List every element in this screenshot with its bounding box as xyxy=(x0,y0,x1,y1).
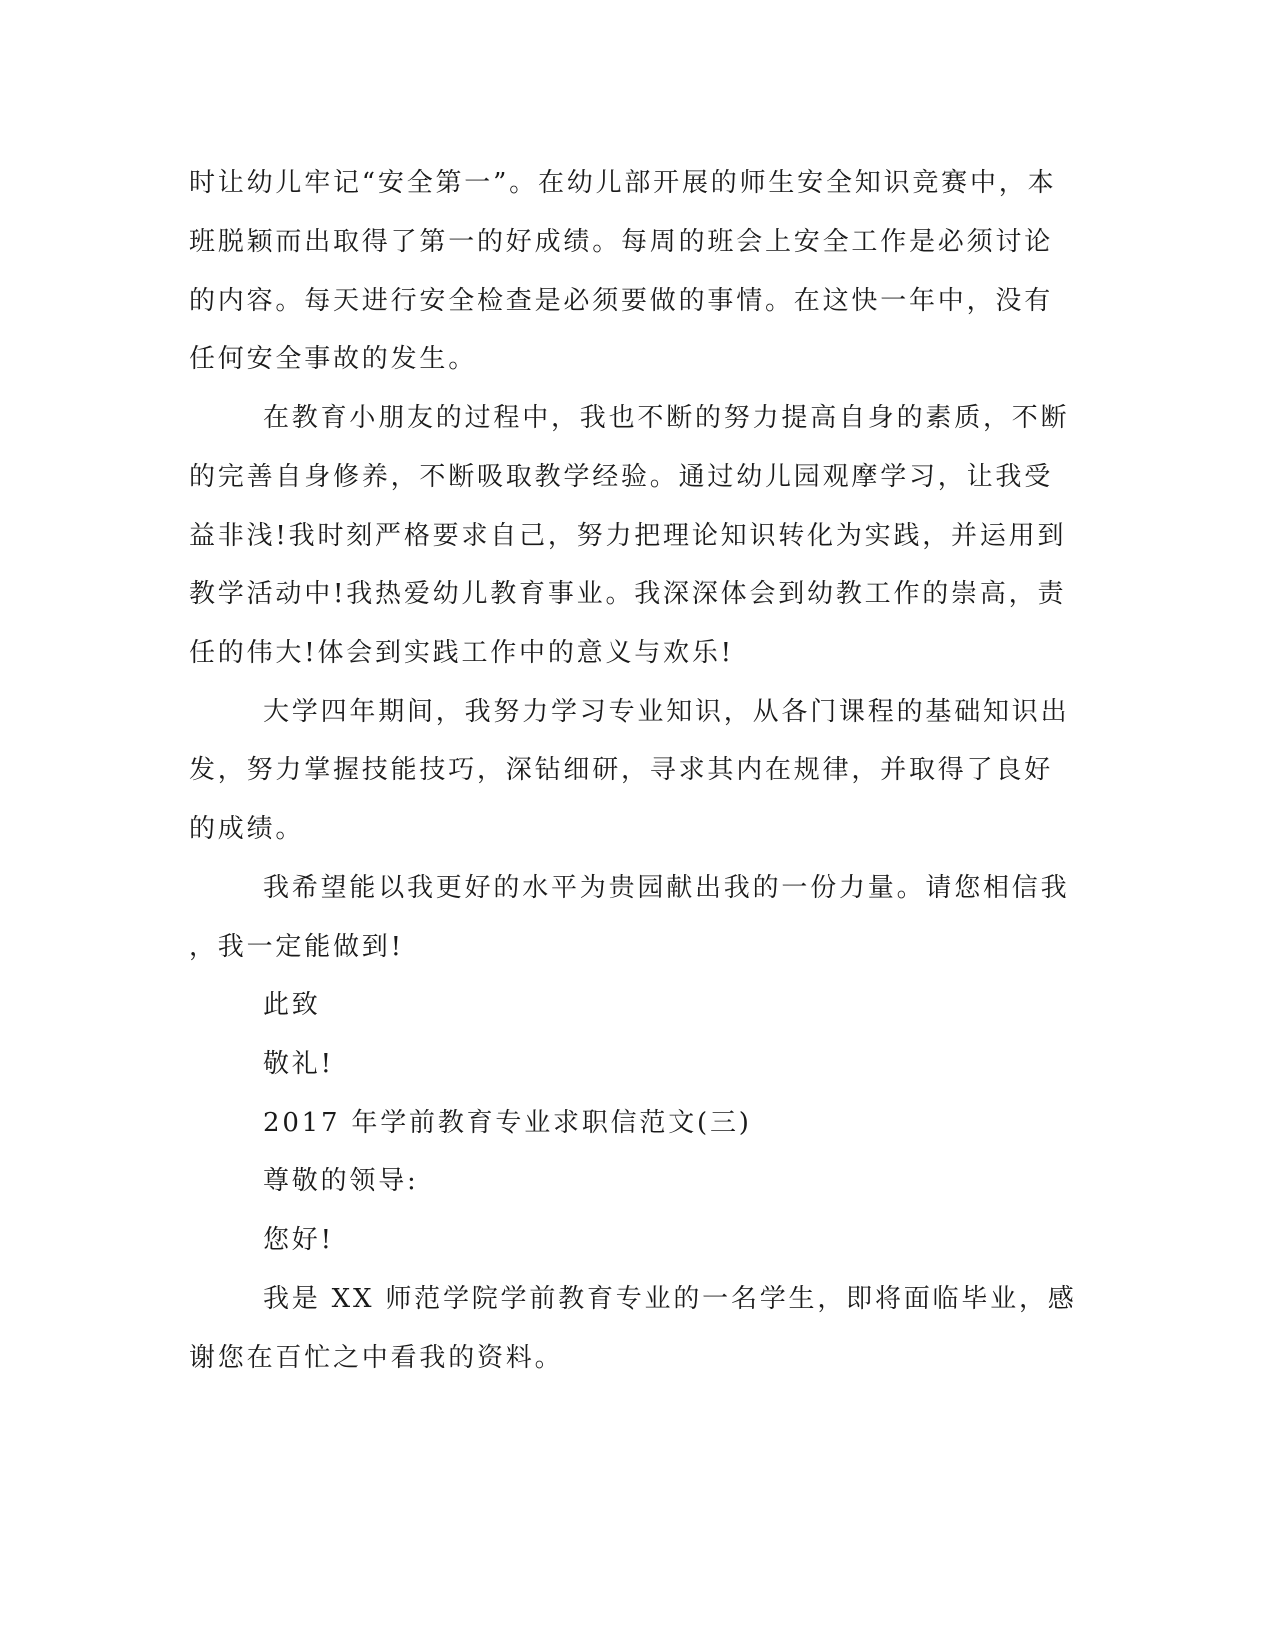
text-line: 时让幼儿牢记“安全第一”。在幼儿部开展的师生安全知识竞赛中，本 xyxy=(189,168,1057,198)
text-line: 任何安全事故的发生。 xyxy=(189,344,478,374)
section-title: 2017 年学前教育专业求职信范文(三) xyxy=(263,1108,752,1138)
greeting: 您好! xyxy=(263,1225,334,1255)
text-line: 班脱颖而出取得了第一的好成绩。每周的班会上安全工作是必须讨论 xyxy=(189,227,1054,257)
text-line: 任的伟大!体会到实践工作中的意义与欢乐! xyxy=(189,638,734,668)
paragraph-start-line: 我希望能以我更好的水平为贵园献出我的一份力量。请您相信我 xyxy=(263,873,1070,903)
text-line: 益非浅!我时刻严格要求自己，努力把理论知识转化为实践，并运用到 xyxy=(189,521,1067,551)
paragraph-start-line: 我是 XX 师范学院学前教育专业的一名学生，即将面临毕业，感 xyxy=(263,1284,1077,1314)
salutation: 尊敬的领导: xyxy=(263,1166,419,1196)
text-line: 教学活动中!我热爱幼儿教育事业。我深深体会到幼教工作的崇高，责 xyxy=(189,579,1067,609)
paragraph-start-line: 大学四年期间，我努力学习专业知识，从各门课程的基础知识出 xyxy=(263,697,1070,727)
text-line: 的成绩。 xyxy=(189,814,305,844)
closing-salutation: 敬礼! xyxy=(263,1049,334,1079)
text-line: 的完善自身修养，不断吸取教学经验。通过幼儿园观摩学习，让我受 xyxy=(189,462,1054,492)
closing-line: 此致 xyxy=(263,990,321,1020)
text-line: ，我一定能做到! xyxy=(189,932,404,962)
text-line: 的内容。每天进行安全检查是必须要做的事情。在这快一年中，没有 xyxy=(189,286,1054,316)
text-line: 谢您在百忙之中看我的资料。 xyxy=(189,1343,564,1373)
paragraph-start-line: 在教育小朋友的过程中，我也不断的努力提高自身的素质，不断 xyxy=(263,403,1070,433)
text-line: 发，努力掌握技能技巧，深钻细研，寻求其内在规律，并取得了良好 xyxy=(189,755,1054,785)
